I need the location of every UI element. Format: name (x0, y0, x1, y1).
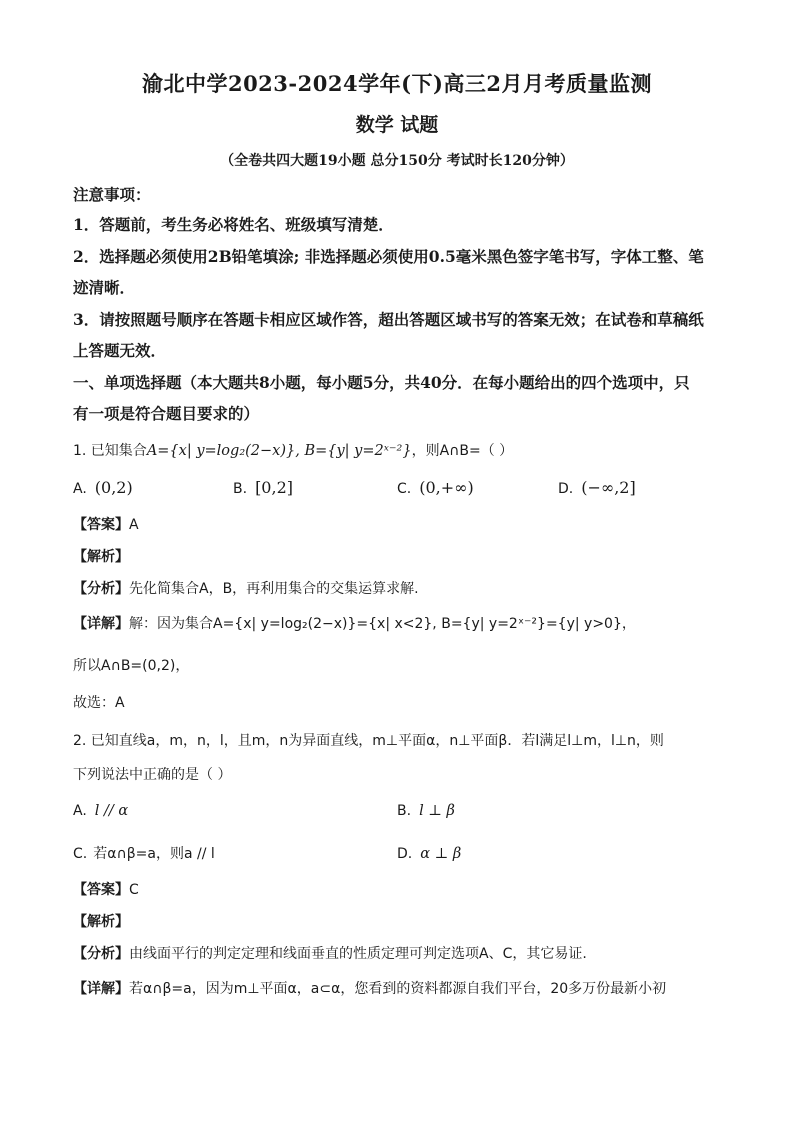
q1-answer: 【答案】A (73, 517, 139, 533)
q2-stem-line2: 下列说法中正确的是（ ） (73, 767, 232, 783)
q2-option-b: B. l ⊥ β (397, 803, 455, 819)
q1-stem (73, 440, 513, 460)
q2-analysis-tag: 【解析】 (73, 914, 129, 930)
q1-option-d: D. (−∞,2] (558, 478, 636, 497)
q2-fenxi: 【分析】由线面平行的判定定理和线面垂直的性质定理可判定选项A、C，其它易证. (73, 946, 587, 962)
exam-info: （全卷共四大题19小题 总分150分 考试时长120分钟） (220, 153, 574, 169)
exam-title: 渝北中学2023-2024学年(下)高三2月月考质量监测 (141, 71, 653, 96)
q2-option-a: A. l // α (73, 803, 129, 819)
notice-item-3-line1: 3．请按照题号顺序在答题卡相应区域作答，超出答题区域书写的答案无效；在试卷和草稿纸 (73, 310, 704, 329)
section1-heading-line1: 一、单项选择题（本大题共8小题，每小题5分，共40分．在每小题给出的四个选项中，只 (73, 373, 690, 392)
notice-item-2-line2: 迹清晰． (73, 278, 136, 297)
q1-result: 所以A∩B=(0,2)， (73, 658, 190, 674)
q1-option-a: A. (0,2) (73, 478, 133, 497)
q1-prefix: 1. 已知集合 (73, 443, 147, 459)
q2-answer: 【答案】C (73, 882, 139, 898)
q2-option-d: D. α ⊥ β (397, 846, 462, 862)
q2-stem-line1: 2. 已知直线a，m，n，l，且m，n为异面直线，m⊥平面α，n⊥平面β．若l满足l⊥m，l⊥n，则 (73, 733, 664, 749)
notice-item-3-line2: 上答题无效． (73, 341, 167, 360)
q1-suffix: ，则A∩B=（ ） (411, 443, 514, 459)
q1-xiangjie: 【详解】解：因为集合A={x| y=log₂(2−x)}={x| x<2}, B={y| y=2ˣ⁻²}={y| y>0}， (73, 616, 636, 632)
q2-option-c: C. 若α∩β=a，则a // l (73, 846, 215, 862)
q1-fenxi: 【分析】先化简集合A，B，再利用集合的交集运算求解. (73, 581, 419, 597)
notice-heading: 注意事项： (73, 185, 151, 204)
q1-option-c: C. (0,+∞) (397, 478, 474, 497)
q1-option-b: B. [0,2] (233, 478, 293, 497)
notice-item-2-line1: 2．选择题必须使用2B铅笔填涂; 非选择题必须使用0.5毫米黑色签字笔书写，字体工整、笔 (73, 247, 704, 266)
q1-analysis-tag: 【解析】 (73, 549, 129, 565)
q2-xiangjie: 【详解】若α∩β=a，因为m⊥平面α，a⊂α，您看到的资料都源自我们平台，20多万份最新小初 (73, 981, 667, 997)
exam-subtitle: 数学 试题 (355, 114, 439, 136)
q1-choice: 故选：A (73, 695, 125, 711)
q1-sets: A={x| y=log₂(2−x)}, B={y| y=2ˣ⁻²} (146, 443, 412, 459)
section1-heading-line2: 有一项是符合题目要求的） (73, 404, 260, 423)
notice-item-1: 1．答题前，考生务必将姓名、班级填写清楚． (73, 215, 394, 234)
